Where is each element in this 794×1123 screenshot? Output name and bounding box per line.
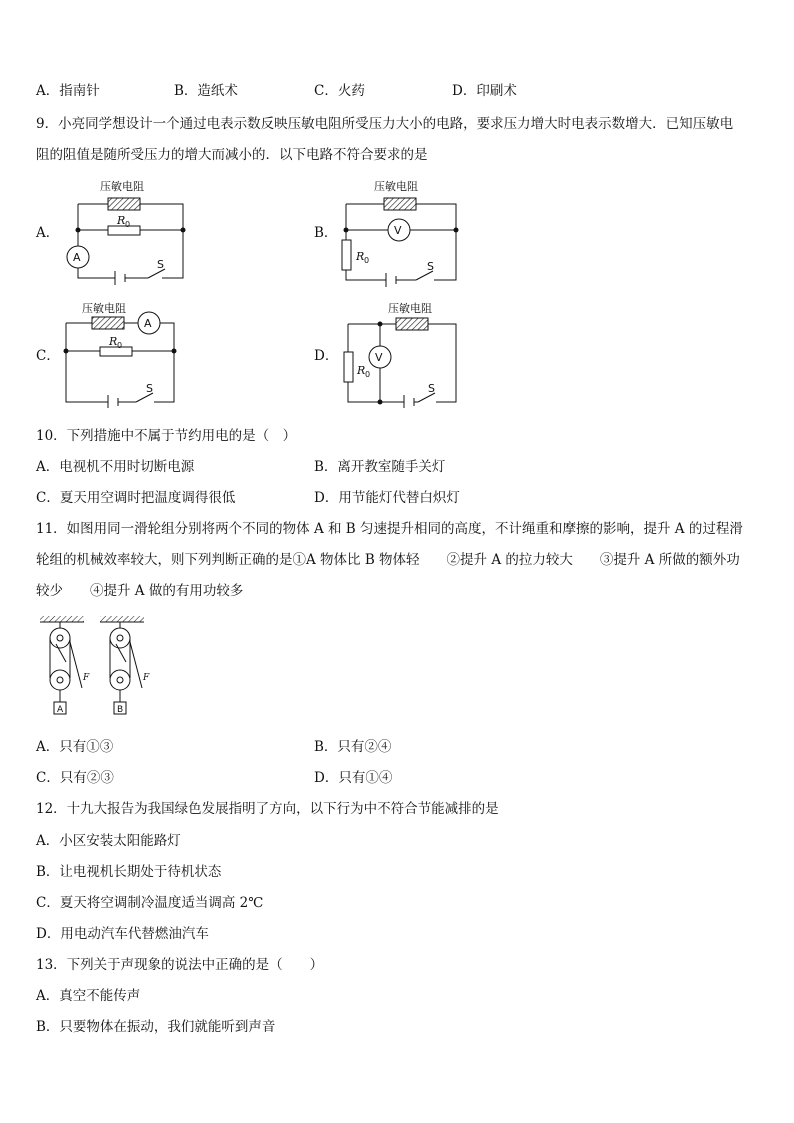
ammeter-symbol: A [144, 317, 152, 330]
voltmeter-symbol: V [394, 224, 402, 237]
question-10-stem: 10．下列措施中不属于节约用电的是（ ） [36, 428, 297, 444]
option-b: B．只有②④ [314, 739, 392, 755]
r0-label: R [356, 250, 365, 263]
sensor-label: 压敏电阻 [100, 180, 144, 193]
switch-label: S [157, 258, 164, 271]
box-b-label: B [117, 705, 124, 715]
force-label: F [143, 673, 150, 683]
sensor-label: 压敏电阻 [388, 302, 432, 315]
option-d: D．只有①④ [314, 770, 393, 786]
circuit-b-label: B． [314, 225, 338, 241]
r0-subscript: 0 [117, 341, 123, 350]
option-a: A．真空不能传声 [36, 988, 141, 1004]
r0-subscript: 0 [125, 220, 131, 229]
circuit-d-diagram [336, 298, 464, 408]
option-d: D．印刷术 [452, 83, 517, 99]
voltmeter-symbol: V [375, 351, 383, 364]
option-d: D．用电动汽车代替燃油汽车 [36, 926, 209, 942]
option-c: C．夏天用空调时把温度调得很低 [36, 490, 236, 506]
switch-label: S [427, 260, 434, 273]
r0-subscript: 0 [364, 256, 370, 265]
question-11-line3: 较少 ④提升 A 做的有用功较多 [36, 583, 244, 599]
option-b: B．造纸术 [174, 83, 238, 99]
option-c: C．夏天将空调制冷温度适当调高 2℃ [36, 895, 264, 911]
option-a: A．电视机不用时切断电源 [36, 459, 195, 475]
question-9-line2: 阻的阻值是随所受压力的增大而减小的．以下电路不符合要求的是 [36, 147, 428, 163]
option-b: B．让电视机长期处于待机状态 [36, 864, 222, 880]
r0-label: R [109, 335, 118, 348]
sensor-label: 压敏电阻 [374, 180, 418, 193]
circuit-c-diagram [56, 298, 184, 408]
option-c: C．只有②③ [36, 770, 114, 786]
circuit-c-label: C． [36, 348, 60, 364]
switch-label: S [146, 382, 153, 395]
option-b: B．离开教室随手关灯 [314, 459, 446, 475]
question-13-stem: 13．下列关于声现象的说法中正确的是（ ） [36, 957, 324, 973]
option-a: A．指南针 [36, 83, 100, 99]
option-c: C．火药 [314, 83, 365, 99]
force-label: F [83, 673, 90, 683]
option-b: B．只要物体在振动，我们就能听到声音 [36, 1019, 276, 1035]
question-12-stem: 12．十九大报告为我国绿色发展指明了方向，以下行为中不符合节能减排的是 [36, 801, 499, 817]
box-a-label: A [57, 705, 64, 715]
switch-label: S [428, 382, 435, 395]
option-a: A．小区安装太阳能路灯 [36, 833, 181, 849]
question-11-line2: 轮组的机械效率较大，则下列判断正确的是①A 物体比 B 物体轻 ②提升 A 的拉力较大 ③提升 A 所做的额外功 [36, 552, 740, 568]
option-a: A．只有①③ [36, 739, 114, 755]
pulley-diagram [36, 612, 166, 720]
r0-label: R [357, 364, 366, 377]
circuit-a-diagram [60, 176, 195, 286]
option-d: D．用节能灯代替白炽灯 [314, 490, 460, 506]
circuit-d-label: D． [314, 348, 339, 364]
ammeter-symbol: A [73, 251, 81, 264]
question-9-line1: 9．小亮同学想设计一个通过电表示数反映压敏电阻所受压力大小的电路，要求压力增大时电表示数增大．已知压敏电 [36, 116, 734, 132]
circuit-a-label: A． [36, 225, 60, 241]
r0-subscript: 0 [365, 370, 371, 379]
r0-label: R [117, 214, 126, 227]
circuit-b-diagram [336, 176, 466, 288]
question-11-line1: 11．如图用同一滑轮组分别将两个不同的物体 A 和 B 匀速提升相同的高度，不计绳重和摩擦的影响，提升 A 的过程滑 [36, 521, 743, 537]
sensor-label: 压敏电阻 [82, 302, 126, 315]
